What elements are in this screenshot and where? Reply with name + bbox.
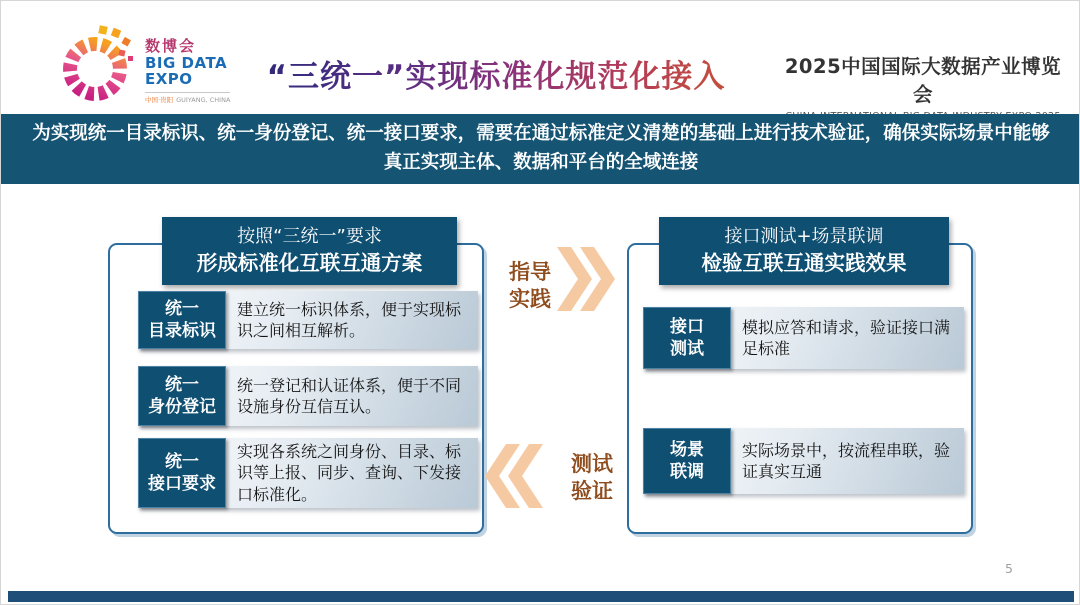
row-description: 建立统一标识体系，便于实现标识之间相互解析。 <box>237 299 462 340</box>
logo-swirl-icon <box>57 25 137 107</box>
guide-practice-label: 指导 实践 <box>509 260 551 312</box>
summary-banner-text: 为实现统一目录标识、统一身份登记、统一接口要求，需要在通过标准定义清楚的基础上进行技术验证，确保实际场景中能够真正实现主体、数据和平台的全域连接 <box>32 123 1050 173</box>
row-description: 统一登记和认证体系，便于不同设施身份互信互认。 <box>237 375 462 416</box>
logo-subtitle: 中国·贵阳 GUIYANG, CHINA <box>145 92 230 104</box>
test-verify-label: 测试 验证 <box>571 452 613 504</box>
expo-title-cn: 2025中国国际大数据产业博览会 <box>784 55 1062 106</box>
row-description: 模拟应答和请求，验证接口满足标准 <box>742 317 951 358</box>
row-label: 场景 联调 <box>643 428 731 494</box>
page-title: “三统一”实现标准化规范化接入 <box>256 51 736 96</box>
logo-en-line1: BIG DATA <box>145 54 228 72</box>
row-description: 实际场景中，按流程串联，验证真实互通 <box>742 440 951 481</box>
row-label: 统一 目录标识 <box>138 291 226 349</box>
bigdata-expo-logo <box>57 25 230 107</box>
logo-en-line2: EXPO <box>145 69 193 88</box>
row-description: 实现各系统之间身份、目录、标识等上报、同步、查询、下发接口标准化。 <box>237 442 462 504</box>
page-number: 5 <box>1005 561 1013 576</box>
row-label: 接口 测试 <box>643 307 731 369</box>
logo-cn: 数博会 <box>145 37 197 55</box>
row-label: 统一 接口要求 <box>138 438 226 508</box>
left-row-catalog-id <box>138 291 478 349</box>
right-row-interface-test <box>643 307 964 369</box>
left-row-identity-registration <box>138 366 478 426</box>
left-panel-header: 按照“三统一”要求 形成标准化互联互通方案 <box>162 217 457 285</box>
double-chevron-right-icon <box>557 247 615 311</box>
double-chevron-left-icon <box>485 444 543 508</box>
right-panel-header: 接口测试+场景联调 检验互联互通实践效果 <box>659 217 949 285</box>
right-row-scenario-integration <box>643 428 964 494</box>
expo-title <box>783 51 1063 122</box>
summary-banner <box>1 114 1080 184</box>
footer-bar <box>8 591 1074 602</box>
row-label: 统一 身份登记 <box>138 366 226 426</box>
left-row-interface-requirements <box>138 438 478 508</box>
